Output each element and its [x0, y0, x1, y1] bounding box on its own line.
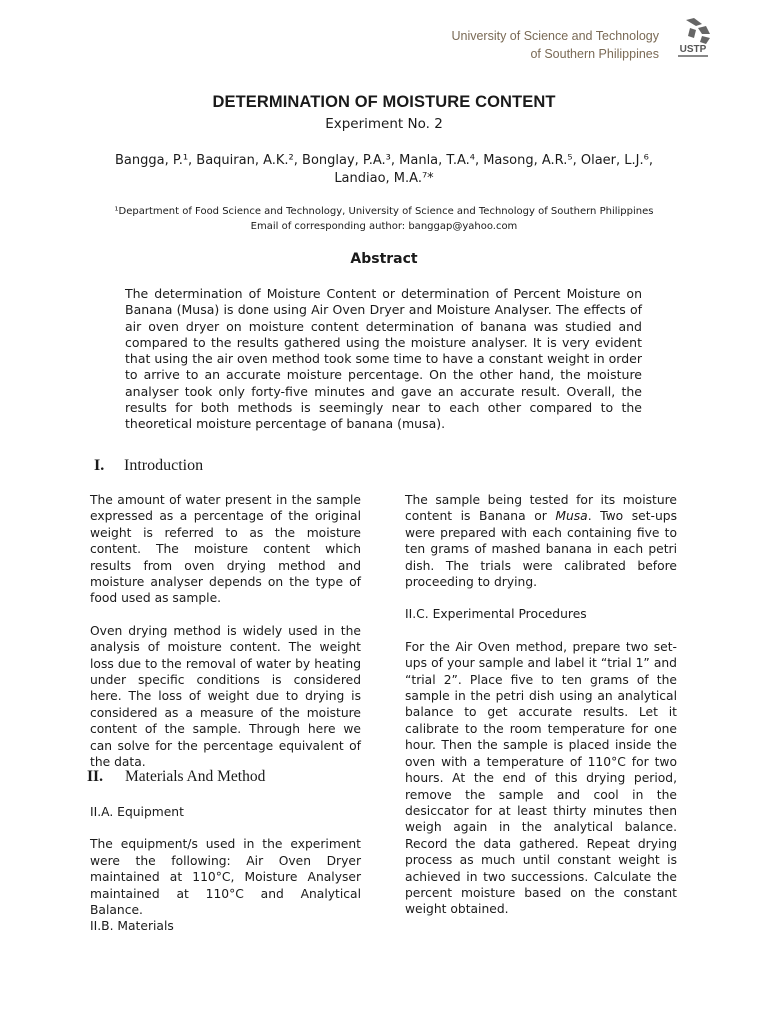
author-list — [110, 152, 658, 188]
materials-paragraph: The sample being tested for its moisture content is Banana or Musa. Two set-ups were prepared with each containing five to ten grams of mashed banana in each petri dish. The trials were calibrated before proceeding to drying. — [405, 493, 677, 590]
section-1-number: I. — [94, 457, 105, 474]
equipment-heading: II.A. Equipment — [90, 805, 184, 819]
section-2-number: II. — [87, 768, 103, 785]
logo-text: USTP — [679, 44, 707, 55]
equipment-paragraph: The equipment/s used in the experiment were the following: Air Oven Dryer maintained at 110°C, Moisture Analyser maintained at 110°C and Analytical Balance. — [90, 837, 361, 918]
left-column-lower — [90, 804, 361, 935]
abstract-heading: Abstract — [350, 251, 418, 267]
intro-paragraph-1: The amount of water present in the sample expressed as a percentage of the original weight is referred to as the moisture content. The moisture content which results from oven drying method and moisture analyser depends on the type of food used as sample. — [90, 493, 361, 606]
section-2-title: Materials And Method — [125, 768, 266, 785]
section-2-heading — [87, 768, 265, 786]
left-column — [90, 492, 361, 771]
intro-paragraph-2: Oven drying method is widely used in the analysis of moisture content. The weight loss due to the removal of water by heating under specific conditions is considered here. The loss of weight due to drying is considered as a measure of the moisture content of the sample. Through here we can solve for the percentage equivalent of the data. — [90, 623, 361, 770]
authors-line-2: Landiao, M.A.⁷* — [334, 171, 434, 186]
university-header — [451, 27, 659, 63]
procedures-heading: II.C. Experimental Procedures — [405, 607, 587, 622]
authors-line-1: Bangga, P.¹, Baquiran, A.K.², Bonglay, P.A.³, Manla, T.A.⁴, Masong, A.R.⁵, Olaer, L.J.⁶, — [115, 153, 653, 168]
section-1-title: Introduction — [124, 457, 204, 474]
corresponding-email: Email of corresponding author: banggap@yahoo.com — [250, 221, 518, 232]
university-line-2: of Southern Philippines — [530, 47, 659, 61]
section-1-heading — [94, 457, 203, 475]
species-name: Musa — [555, 509, 588, 524]
paper-title: DETERMINATION OF MOISTURE CONTENT — [212, 93, 556, 111]
university-line-1: University of Science and Technology — [451, 29, 659, 43]
ustp-logo — [672, 16, 714, 64]
materials-heading: II.B. Materials — [90, 919, 174, 934]
procedures-paragraph: For the Air Oven method, prepare two set-ups of your sample and label it “trial 1” and “trial 2”. Place five to ten grams of the sample in the petri dish using an analytical balance to get accurate results. Let it calibrate to the room temperature for one hour. Then the sample is placed inside the oven with a temperature of 110°C for two hours. At the end of this drying period, remove the sample and cool in the desiccator for at least thirty minutes then weigh again in the analytical balance. Record the data gathered. Repeat drying process as much until constant weight is achieved in two successions. Calculate the percent moisture based on the constant weight obtained. — [405, 639, 677, 917]
affiliation-block — [0, 204, 768, 234]
paper-subtitle: Experiment No. 2 — [325, 116, 443, 132]
abstract-text: The determination of Moisture Content or determination of Percent Moisture on Banana (Musa) is done using Air Oven Dryer and Moisture Analyser. The effects of air oven dryer on moisture content determination of banana was studied and compared to the results gathered using the moisture analyser. It is very evident that using the air oven method took some time to have a constant weight in order to arrive to an accurate moisture percentage. On the other hand, the moisture analyser took only forty-five minutes and gave an accurate result. Overall, the results for both methods is seemingly near to each other compared to the theoretical moisture percentage of banana (musa). — [125, 286, 642, 432]
right-column — [405, 492, 677, 918]
affiliation: ¹Department of Food Science and Technology, University of Science and Technology of Southern Philippines — [114, 206, 654, 217]
